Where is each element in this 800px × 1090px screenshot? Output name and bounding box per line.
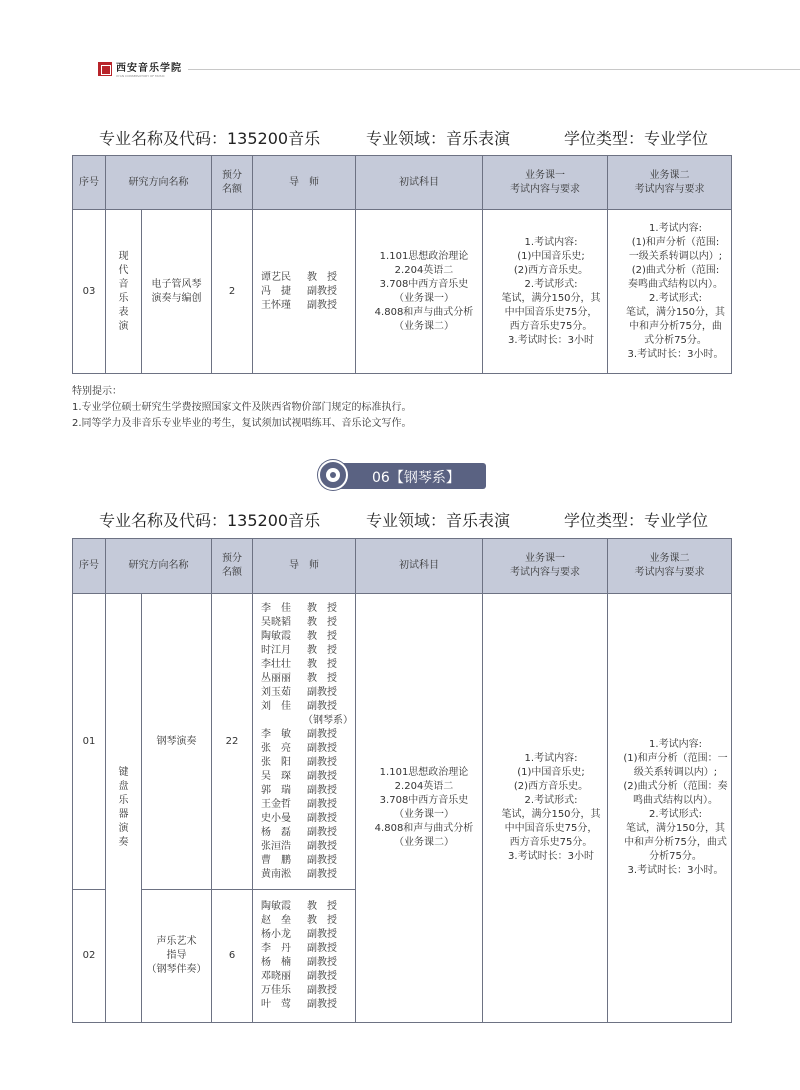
- advisor-name: 吴 琛: [261, 770, 291, 782]
- prelim-line: 4.808和声与曲式分析: [374, 823, 474, 834]
- row-course1: [483, 210, 608, 374]
- advisor-name: 张 亮: [261, 742, 291, 754]
- section2-header-row: [73, 539, 732, 594]
- course1-line: 1.考试内容:: [524, 236, 578, 248]
- advisor-entry: [253, 984, 355, 998]
- course2-line: (1)和声分析（范围：一: [623, 753, 728, 764]
- course1-line: (1)中国音乐史;: [517, 250, 585, 262]
- notes-title: 特别提示：: [72, 386, 122, 397]
- section2-table: [72, 538, 732, 1023]
- advisor-name: 陶敏霞: [261, 630, 291, 642]
- advisor-name: 王金哲: [261, 798, 291, 810]
- row-direction: [142, 594, 212, 890]
- prelim-line: （业务课一）: [394, 292, 454, 304]
- course1-line: 2.考试形式:: [524, 278, 578, 290]
- note-item: 1.专业学位硕士研究生学费按照国家文件及陕西省物价部门规定的标准执行。: [72, 402, 412, 413]
- course2-line: (1)和声分析（范围:: [631, 236, 720, 248]
- prelim-line: 1.101思想政治理论: [379, 767, 469, 778]
- advisor-entry: [253, 812, 355, 826]
- advisor-entry: [253, 840, 355, 854]
- section1-major-line: [0, 126, 800, 150]
- advisor-name: 谭艺民: [261, 271, 291, 283]
- advisor-title: 副教授: [307, 943, 337, 954]
- direction-line: 电子管风琴: [151, 278, 202, 290]
- course1-line: (2)西方音乐史。: [513, 264, 589, 276]
- row-seq: 03: [73, 210, 106, 374]
- school-logo-icon: [98, 62, 112, 76]
- advisor-name: 陶敏霞: [261, 901, 291, 912]
- advisor-entry: [253, 970, 355, 984]
- row-group: [106, 210, 142, 374]
- advisor-name: 曹 鹏: [261, 854, 291, 866]
- advisor-name: 丛丽丽: [261, 672, 291, 684]
- advisor-title: 副教授: [307, 299, 337, 311]
- header-seq: 序号: [73, 539, 106, 594]
- advisor-entry: [253, 956, 355, 970]
- advisor-entry: [253, 686, 355, 700]
- advisor-title: 教 授: [307, 658, 337, 670]
- course2-line: 式分析75分。: [644, 334, 707, 346]
- advisor-title: 副教授: [307, 840, 337, 852]
- row-quota: 22: [212, 594, 253, 890]
- advisor-entry: [253, 630, 355, 644]
- header-course2: [608, 156, 732, 210]
- section1-header-row: [73, 156, 732, 210]
- advisor-entry: [253, 299, 355, 313]
- advisor-title: 教 授: [307, 616, 337, 628]
- header-course2-sub: 考试内容与要求: [634, 183, 705, 195]
- course2-line: (2)曲式分析（范围：奏: [623, 781, 728, 792]
- direction-line: （钢琴伴奏）: [146, 964, 207, 975]
- course1-line: 西方音乐史75分。: [509, 837, 593, 848]
- advisor-title: 副教授: [307, 700, 337, 712]
- advisor-name: 时江月: [261, 644, 291, 656]
- course2-line: 3.考试时长：3小时。: [627, 865, 724, 876]
- advisor-title: 教 授: [307, 901, 337, 912]
- header-quota-text: 预分名额: [222, 169, 242, 195]
- row-course2: [608, 594, 732, 1023]
- course1-line: (2)西方音乐史。: [513, 781, 589, 792]
- course1-line: 中中国音乐史75分，: [504, 306, 598, 318]
- course2-line: 鸣曲式结构以内）。: [633, 795, 718, 806]
- advisor-entry: [253, 658, 355, 672]
- course2-line: 一级关系转调以内）;: [628, 250, 723, 262]
- special-notes: [72, 384, 412, 432]
- direction-line: 演奏与编创: [151, 292, 202, 304]
- advisor-name: 邓晓丽: [261, 971, 291, 982]
- advisor-entry: [253, 998, 355, 1012]
- advisor-name: 李壮壮: [261, 658, 291, 670]
- header-course2-sub: 考试内容与要求: [634, 567, 705, 578]
- advisor-entry: [253, 672, 355, 686]
- advisor-title: 副教授: [307, 728, 337, 740]
- row-group-text: 键盘乐器演奏: [118, 767, 129, 848]
- major-field: 专业领域：音乐表演: [366, 511, 511, 530]
- advisor-entry: [253, 756, 355, 770]
- advisor-title: 教 授: [307, 630, 337, 642]
- prelim-line: 2.204英语二: [394, 781, 454, 792]
- advisor-title: 副教授: [307, 957, 337, 968]
- course2-line: 2.考试形式:: [649, 292, 702, 304]
- header-direction: 研究方向名称: [106, 156, 212, 210]
- course2-line: 奏鸣曲式结构以内）。: [628, 278, 723, 290]
- advisor-title: 教 授: [307, 602, 337, 614]
- row-direction: [142, 890, 212, 1023]
- advisor-name: 刘 佳: [261, 700, 291, 712]
- advisor-name: 叶 莺: [261, 999, 291, 1010]
- prelim-line: （业务课一）: [394, 809, 454, 820]
- header-course2-title: 业务课二: [649, 169, 690, 181]
- header-course1-sub: 考试内容与要求: [510, 567, 580, 578]
- prelim-line: （业务课二）: [394, 320, 454, 332]
- major-name-code: 专业名称及代码：135200音乐: [99, 129, 321, 148]
- row-group: [106, 594, 142, 1023]
- header-course2: [608, 539, 732, 594]
- advisor-name: 郭 瑞: [261, 784, 291, 796]
- note-item: 2.同等学力及非音乐专业毕业的考生，复试须加试视唱练耳、音乐论文写作。: [72, 418, 412, 429]
- prelim-line: 1.101思想政治理论: [379, 250, 469, 262]
- header-course1-sub: 考试内容与要求: [510, 183, 580, 195]
- header-direction: 研究方向名称: [106, 539, 212, 594]
- course2-line: 中和声分析75分，曲: [629, 320, 722, 332]
- table-row: [73, 210, 732, 374]
- advisor-title: 副教授: [307, 929, 337, 940]
- header-course2-title: 业务课二: [649, 553, 690, 564]
- header-course1-title: 业务课一: [525, 553, 565, 564]
- advisor-title: 副教授: [307, 868, 337, 880]
- advisor-title: 副教授: [307, 770, 337, 782]
- advisor-entry: [253, 770, 355, 784]
- advisor-dept-note: [253, 714, 355, 728]
- advisor-title: 副教授: [307, 742, 337, 754]
- course1-line: 笔试，满分150分，其: [501, 809, 601, 820]
- advisor-entry: [253, 826, 355, 840]
- row-advisors: [253, 890, 356, 1023]
- advisor-name: 李 敏: [261, 728, 291, 740]
- advisor-title: 副教授: [307, 826, 337, 838]
- header-quota-text: 预分名额: [222, 553, 242, 578]
- row-course1: [483, 594, 608, 1023]
- advisor-title: 教 授: [307, 672, 337, 684]
- course1-line: 西方音乐史75分。: [509, 320, 593, 332]
- row-advisors: [253, 210, 356, 374]
- degree-type: 学位类型：专业学位: [564, 129, 709, 148]
- course2-line: 笔试，满分150分，其: [625, 823, 726, 834]
- section1-table: [72, 155, 732, 374]
- course2-line: 1.考试内容:: [649, 222, 702, 234]
- table-row: [73, 594, 732, 890]
- course1-line: (1)中国音乐史;: [517, 767, 585, 778]
- course2-line: 中和声分析75分，曲式: [624, 837, 727, 848]
- advisor-entry: [253, 928, 355, 942]
- course2-line: (2)曲式分析（范围:: [631, 264, 720, 276]
- advisor-entry: [253, 798, 355, 812]
- prelim-line: 2.204英语二: [394, 264, 454, 276]
- course1-line: 2.考试形式:: [524, 795, 578, 806]
- course2-line: 级关系转调以内）;: [633, 767, 718, 778]
- advisor-name: 黄南淞: [261, 868, 291, 880]
- row-direction: [142, 210, 212, 374]
- course2-line: 2.考试形式:: [649, 809, 702, 820]
- advisor-title: 副教授: [307, 798, 337, 810]
- advisor-name: 杨 楠: [261, 957, 291, 968]
- course2-line: 笔试，满分150分，其: [625, 306, 726, 318]
- row-seq: 02: [73, 890, 106, 1023]
- advisor-title: （钢琴系）: [303, 714, 353, 726]
- header-course1-title: 业务课一: [525, 169, 565, 181]
- advisor-entry: [253, 271, 355, 285]
- row-advisors: [253, 594, 356, 890]
- course1-line: 中中国音乐史75分，: [504, 823, 598, 834]
- advisor-entry: [253, 868, 355, 882]
- header-course1: [483, 156, 608, 210]
- advisor-name: 李 丹: [261, 943, 291, 954]
- course2-line: 1.考试内容:: [649, 739, 702, 750]
- direction-line: 指导: [166, 950, 187, 961]
- row-quota: 2: [212, 210, 253, 374]
- header-quota: [212, 156, 253, 210]
- row-seq: 01: [73, 594, 106, 890]
- advisor-entry: [253, 644, 355, 658]
- major-field: 专业领域：音乐表演: [366, 129, 511, 148]
- advisor-title: 副教授: [307, 985, 337, 996]
- advisor-title: 副教授: [307, 971, 337, 982]
- advisor-entry: [253, 784, 355, 798]
- header-quota: [212, 539, 253, 594]
- advisor-name: 吴晓韬: [261, 616, 291, 628]
- header-prelim: 初试科目: [356, 539, 483, 594]
- advisor-entry: [253, 285, 355, 299]
- advisor-entry: [253, 942, 355, 956]
- course1-line: 3.考试时长：3小时: [508, 851, 594, 862]
- advisor-name: 万佳乐: [261, 985, 291, 996]
- header-advisor: 导 师: [253, 156, 356, 210]
- row-prelim: [356, 210, 483, 374]
- advisor-title: 教 授: [307, 644, 337, 656]
- advisor-title: 教 授: [307, 915, 337, 926]
- advisor-title: 副教授: [307, 812, 337, 824]
- course2-line: 分析75分。: [649, 851, 702, 862]
- row-course2: [608, 210, 732, 374]
- header-seq: 序号: [73, 156, 106, 210]
- disc-icon: [318, 460, 348, 490]
- header-divider: [188, 69, 800, 70]
- advisor-entry: [253, 728, 355, 742]
- course1-line: 笔试，满分150分，其: [501, 292, 601, 304]
- advisor-entry: [253, 700, 355, 714]
- advisor-name: 冯 捷: [261, 285, 291, 297]
- prelim-line: （业务课二）: [394, 837, 454, 848]
- advisor-name: 赵 垒: [261, 915, 291, 926]
- header-course1: [483, 539, 608, 594]
- advisor-name: 史小曼: [261, 812, 291, 824]
- prelim-line: 3.708中西方音乐史: [379, 795, 469, 806]
- advisor-name: 杨 磊: [261, 826, 291, 838]
- page-header: [98, 60, 182, 78]
- row-quota: 6: [212, 890, 253, 1023]
- advisor-entry: [253, 616, 355, 630]
- direction-line: 声乐艺术: [156, 936, 197, 947]
- course1-line: 3.考试时长：3小时: [508, 334, 594, 346]
- advisor-title: 副教授: [307, 854, 337, 866]
- advisor-entry: [253, 854, 355, 868]
- advisor-entry: [253, 602, 355, 616]
- school-name: 西安音乐学院: [116, 63, 182, 74]
- course2-line: 3.考试时长：3小时。: [627, 348, 724, 360]
- department-label: 06【钢琴系】: [372, 470, 460, 486]
- advisor-name: 李 佳: [261, 602, 291, 614]
- advisor-name: 王怀瑾: [261, 299, 291, 311]
- row-prelim: [356, 594, 483, 1023]
- advisor-title: 教 授: [307, 271, 337, 283]
- advisor-name: 杨小龙: [261, 929, 291, 940]
- advisor-entry: [253, 742, 355, 756]
- school-name-english: XI'AN CONSERVATORY OF MUSIC: [116, 74, 165, 78]
- section2-major-line: [0, 508, 800, 532]
- advisor-title: 副教授: [307, 285, 337, 297]
- degree-type: 学位类型：专业学位: [564, 511, 709, 530]
- prelim-line: 4.808和声与曲式分析: [374, 306, 474, 318]
- header-advisor: 导 师: [253, 539, 356, 594]
- advisor-title: 副教授: [307, 999, 337, 1010]
- row-group-text: 现代音乐表演: [118, 250, 129, 332]
- direction-line: 钢琴演奏: [156, 735, 197, 747]
- header-prelim: 初试科目: [356, 156, 483, 210]
- advisor-name: 刘玉茹: [261, 686, 291, 698]
- advisor-entry: [253, 900, 355, 914]
- course1-line: 1.考试内容:: [524, 753, 578, 764]
- department-banner: [318, 460, 488, 490]
- prelim-line: 3.708中西方音乐史: [379, 278, 469, 290]
- advisor-entry: [253, 914, 355, 928]
- advisor-title: 副教授: [307, 756, 337, 768]
- advisor-title: 副教授: [307, 686, 337, 698]
- major-name-code: 专业名称及代码：135200音乐: [99, 511, 321, 530]
- advisor-title: 副教授: [307, 784, 337, 796]
- advisor-name: 张 阳: [261, 756, 291, 768]
- advisor-name: 张洹浩: [261, 840, 291, 852]
